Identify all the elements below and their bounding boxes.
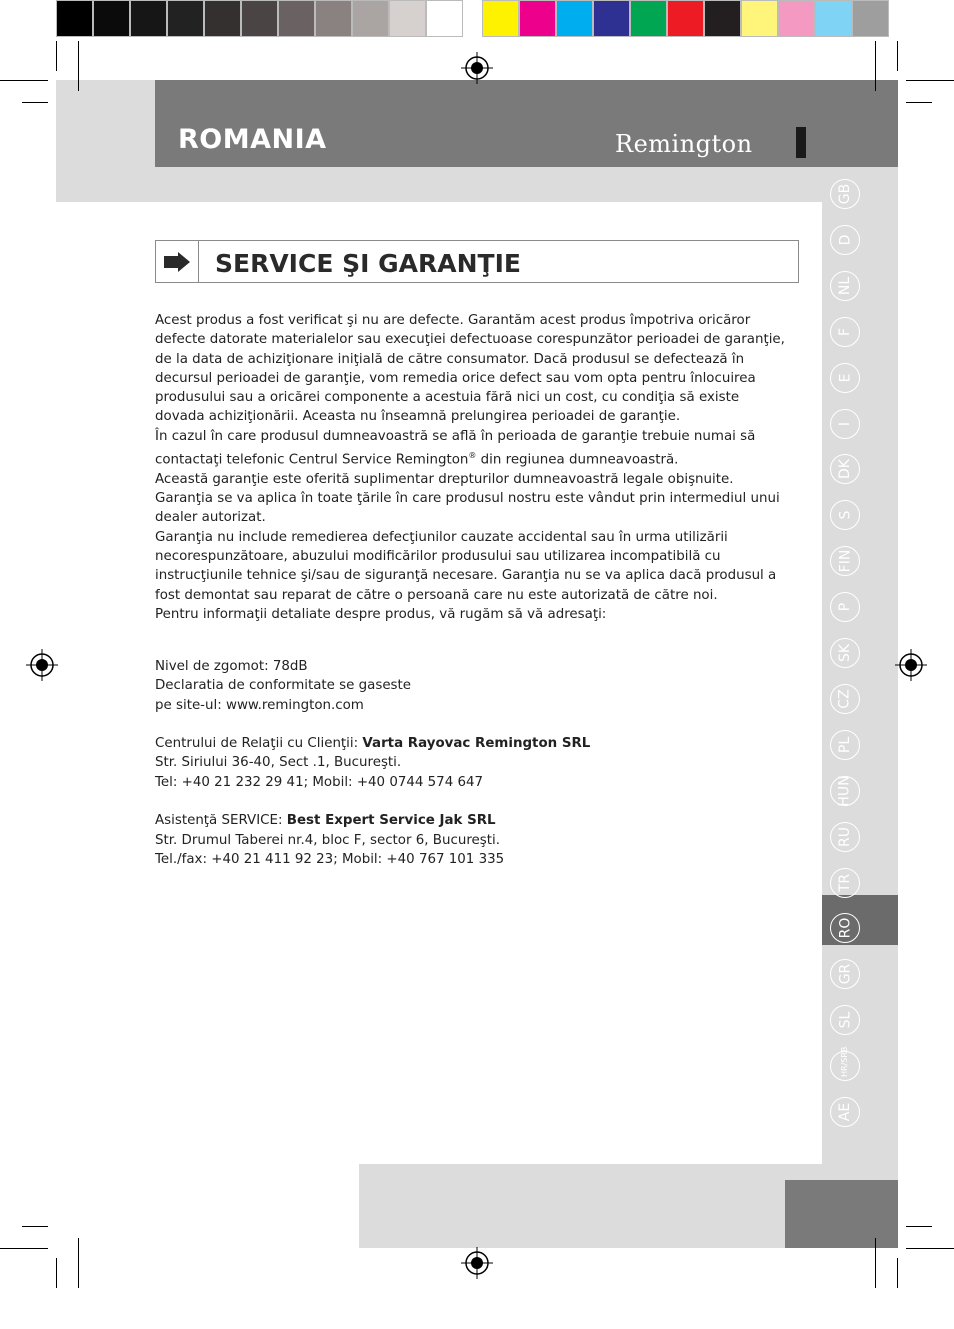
crop-mark [906,1226,932,1227]
noise-level: Nivel de zgomot: 78dB [155,659,308,674]
language-tab-p[interactable] [830,592,860,622]
language-tab-label: HUN [837,775,853,807]
language-tab-sl[interactable] [830,1005,860,1035]
language-tab-label: I [836,421,853,426]
color-swatch [482,0,519,37]
language-tab-label: S [836,510,853,520]
crop-mark [897,41,898,71]
color-swatch [815,0,852,37]
paragraph-countries: Garanţia se va aplica în toate ţările în care produsul nostru este vândut prin intermediul unui dealer autorizat. [155,491,780,526]
crop-mark [56,1258,57,1288]
right-arrow-icon [164,252,190,272]
registration-mark-icon [461,1247,493,1279]
language-tab-gb[interactable] [830,179,860,209]
registration-mark-icon [461,52,493,84]
language-tab-fin[interactable] [830,546,860,576]
crop-mark [906,1248,954,1249]
language-tab-label: AE [837,1102,853,1122]
language-tab-label: HR/SRB [840,1046,849,1078]
color-swatch [593,0,630,37]
color-swatch [130,0,167,37]
color-swatch [556,0,593,37]
language-tab-label: DK [837,459,853,480]
language-tab-label: FIN [837,549,853,573]
crop-mark [875,1238,876,1288]
color-swatch [315,0,352,37]
language-tab-label: CZ [837,689,853,709]
registered-mark: ® [468,451,477,461]
language-tab-hr-srb[interactable] [830,1046,860,1081]
warranty-text [155,311,785,624]
language-tab-hun[interactable] [830,776,860,806]
language-tab-label: TR [837,873,853,892]
language-tab-label: RO [837,918,853,939]
color-swatch [167,0,204,37]
crop-mark [22,1226,48,1227]
language-tab-label: NL [837,276,853,295]
crop-mark [22,102,48,103]
color-swatch [704,0,741,37]
language-tab-ru[interactable] [830,822,860,852]
color-swatch [389,0,426,37]
page-header [155,80,898,167]
paragraph-contact [155,427,785,470]
language-tab-pl[interactable] [830,730,860,760]
language-tab-label: E [836,373,853,383]
language-tab-e[interactable] [830,363,860,393]
color-swatch [667,0,704,37]
crop-mark [0,1248,48,1249]
language-tab-label: GB [836,183,853,205]
paragraph-contact-text: În cazul în care produsul dumneavoastră se află în perioada de garanţie trebuie numai să contactaţi telefonic Centrul Service Remington [155,428,756,468]
crop-mark [78,41,79,91]
language-tab-label: SK [836,643,853,663]
color-swatch [519,0,556,37]
website-line: pe site-ul: www.remington.com [155,697,364,713]
service-center-phone: Tel./fax: +40 21 411 92 23; Mobil: +40 767 101 335 [155,851,505,867]
language-tab-d[interactable] [830,225,860,255]
paragraph-rights: Această garanţie este oferită suplimentar drepturilor dumneavoastră legale obişnuite. [155,471,734,487]
color-swatch-bar-right [482,0,889,37]
language-tab-label: P [836,602,853,612]
conformity-line: Declaratia de conformitate se gaseste [155,678,412,694]
color-swatch [93,0,130,37]
crop-mark [0,80,48,81]
service-center [155,811,775,830]
language-tab-label: RU [836,826,853,847]
color-swatch [56,0,93,37]
paragraph-exclusions: Garanţia nu include remedierea defecţiunilor cauzate accidental sau în urma utilizării necorespunzătoare, abuzului modificărilor produsului sau utilizarea incompatibilă cu instrucţiunile tehnice şi/sau de siguranţă necesare. Garanţia nu se va aplica dacă produsul a fost demontat sau reparat de către o persoană care nu este autorizată de către noi. [155,529,777,603]
color-swatch [241,0,278,37]
service-center-address: Str. Drumul Taberei nr.4, bloc F, sector 6, Bucureşti. [155,832,500,848]
color-swatch [741,0,778,37]
crop-mark [56,41,57,71]
brand-logo: Remington [615,130,753,158]
language-tab-label: D [837,234,853,246]
color-swatch-bar-left [56,0,463,37]
crop-mark [906,102,932,103]
customer-center-label: Centrului de Relaţii cu Clienţii: [155,736,363,752]
color-swatch [278,0,315,37]
section-title: SERVICE ŞI GARANŢIE [215,249,521,278]
color-swatch [852,0,889,37]
country-title: ROMANIA [178,124,327,155]
contact-details [155,657,775,869]
page-number-block [785,1180,898,1248]
crop-mark [906,80,954,81]
language-tab-ae[interactable] [830,1097,860,1127]
brand-logo-bar [796,127,806,158]
paragraph-info: Pentru informaţii detaliate despre produs, vă rugăm să vă adresaţi: [155,606,607,622]
paragraph-contact-end: din regiunea dumneavoastră. [476,452,679,468]
customer-center-name: Varta Rayovac Remington SRL [362,736,591,752]
language-tab-label: F [837,327,853,336]
color-swatch [204,0,241,37]
language-tab-i[interactable] [830,409,860,439]
color-swatch [630,0,667,37]
language-tab-tr[interactable] [830,868,860,898]
language-tab-f[interactable] [830,317,860,347]
service-center-name: Best Expert Service Jak SRL [286,813,496,829]
color-swatch [352,0,389,37]
crop-mark [78,1238,79,1288]
customer-center [155,734,775,753]
language-tab-sk[interactable] [830,638,860,668]
language-tab-label: GR [836,964,853,985]
section-heading-box [155,240,799,283]
customer-center-address: Str. Siriului 36-40, Sect .1, Bucureşti. [155,755,402,771]
language-tab-cz[interactable] [830,684,860,714]
color-swatch [778,0,815,37]
color-swatch [426,0,463,37]
crop-mark [897,1258,898,1288]
language-tab-label: SL [837,1011,853,1029]
service-center-label: Asistenţă SERVICE: [155,813,287,829]
language-tab-label: PL [837,736,853,753]
registration-mark-icon [895,649,927,681]
registration-mark-icon [26,649,58,681]
language-tab-nl[interactable] [830,271,860,301]
crop-mark [875,41,876,91]
customer-center-phone: Tel: +40 21 232 29 41; Mobil: +40 0744 574 647 [155,774,484,790]
paragraph-warranty: Acest produs a fost verificat şi nu are defecte. Garantăm acest produs împotriva oricăror defecte datorate materialelor sau execuţiei defectuoase corespunzător perioadei de garanţie, de la data de achiziţionare iniţială de către consumator. Dacă produsul se defectează în decursul perioadei de garanţie, vom remedia orice defect sau vom opta pentru înlocuirea produsului sau a oricărei componente a acestuia fără nici un cost, cu condiţia să existe dovada achiziţionării. Aceasta nu înseamnă prelungirea perioadei de garanţie. [155,313,785,425]
arrow-cell [156,241,199,282]
